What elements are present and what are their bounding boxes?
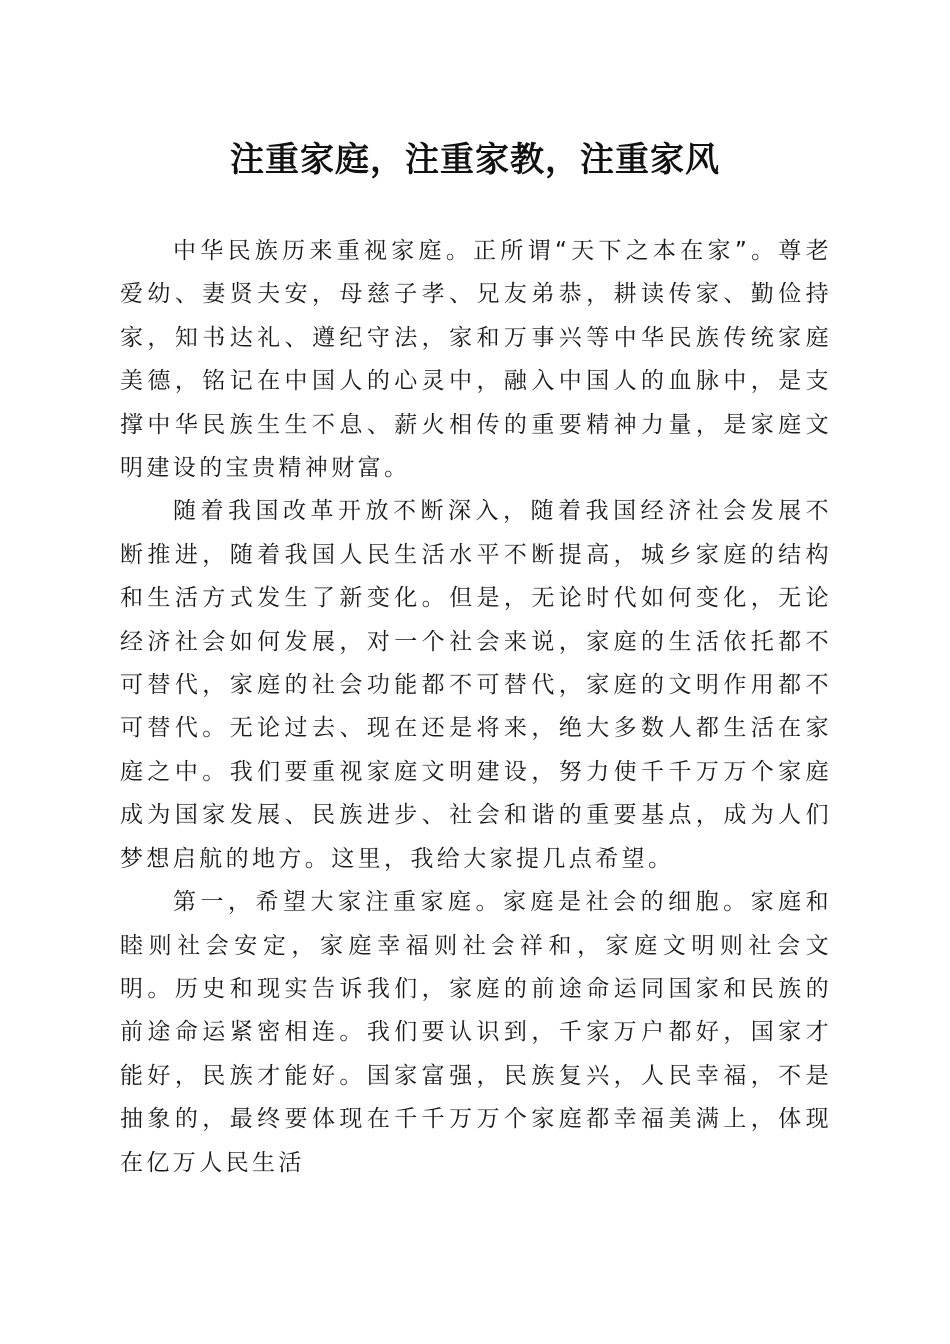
paragraph-2: 随着我国改革开放不断深入，随着我国经济社会发展不断推进，随着我国人民生活水平不断提高，城乡家庭的结构和生活方式发生了新变化。但是，无论时代如何变化，无论经济社会如何发展，对一个社会来说，家庭的生活依托都不可替代，家庭的社会功能都不可替代，家庭的文明作用都不可替代。无论过去、现在还是将来，绝大多数人都生活在家庭之中。我们要重视家庭文明建设，努力使千千万万个家庭成为国家发展、民族进步、社会和谐的重要基点，成为人们梦想启航的地方。这里，我给大家提几点希望。 [120,498,832,872]
paragraph-1: 中华民族历来重视家庭。正所谓“天下之本在家”。尊老爱幼、妻贤夫安，母慈子孝、兄友弟恭，耕读传家、勤俭持家，知书达礼、遵纪守法，家和万事兴等中华民族传统家庭美德，铭记在中国人的心灵中，融入中国人的血脉中，是支撑中华民族生生不息、薪火相传的重要精神力量，是家庭文明建设的宝贵精神财富。 [120,238,832,482]
paragraph-3: 第一，希望大家注重家庭。家庭是社会的细胞。家庭和睦则社会安定，家庭幸福则社会祥和，家庭文明则社会文明。历史和现实告诉我们，家庭的前途命运同国家和民族的前途命运紧密相连。我们要认识到，千家万户都好，国家才能好，民族才能好。国家富强，民族复兴，人民幸福，不是抽象的，最终要体现在千千万万个家庭都幸福美满上，体现在亿万人民生活 [120,889,832,1176]
document-body [120,230,832,1185]
document-title: 注重家庭，注重家教，注重家风 [230,140,720,180]
